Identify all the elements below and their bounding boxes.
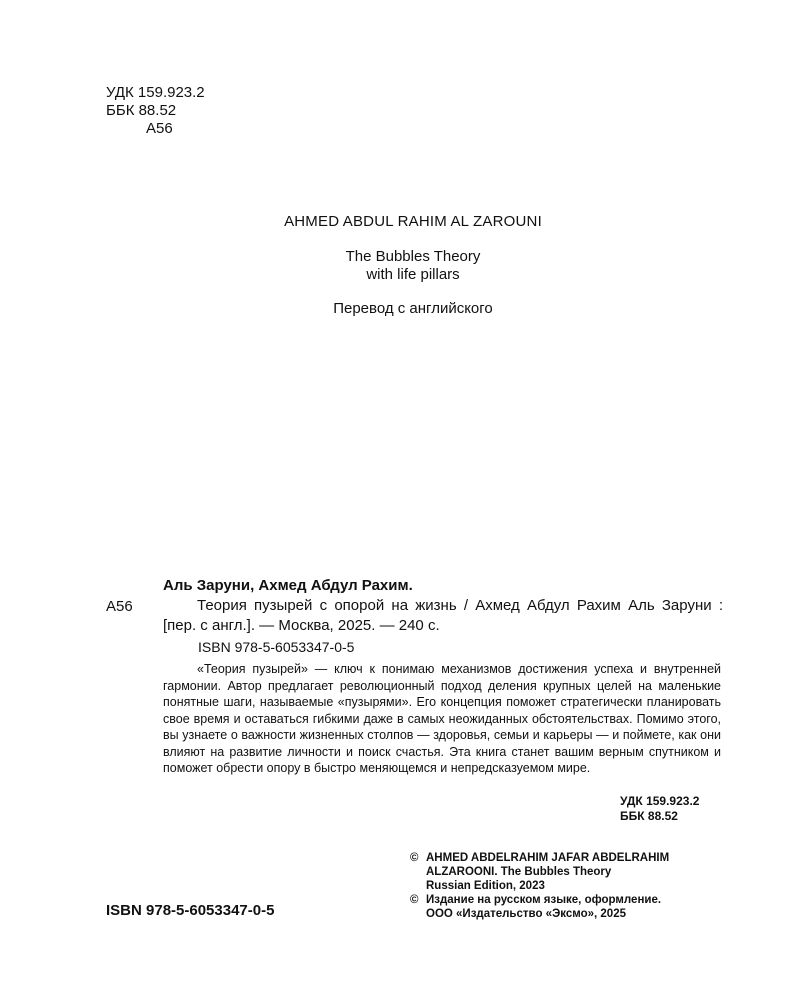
copyright-symbol: ©: [410, 852, 419, 864]
biblio-description: Теория пузырей с опорой на жизнь / Ахмед Абдул Рахим Аль Заруни : [пер. с англ.]. — Москва, 2025. — 240 с.: [163, 597, 723, 634]
header-author-sign: А56: [146, 120, 173, 137]
translation-note: Перевод с английского: [333, 300, 493, 317]
footer-isbn: ISBN 978-5-6053347-0-5: [106, 902, 275, 919]
author-name: AHMED ABDUL RAHIM AL ZAROUNI: [284, 213, 542, 230]
copyright-symbol: ©: [410, 894, 419, 906]
biblio-heading: Аль Заруни, Ахмед Абдул Рахим.: [163, 577, 413, 594]
header-classification-codes: [106, 84, 205, 138]
header-bbk: ББК 88.52: [106, 102, 177, 119]
copyright1-line2: ALZAROONI. The Bubbles Theory: [426, 866, 612, 878]
original-title-line1: The Bubbles Theory: [345, 248, 481, 265]
original-title-line2: with life pillars: [366, 266, 460, 283]
header-udk: УДК 159.923.2: [106, 84, 205, 101]
biblio-classification-codes: [620, 794, 699, 824]
bibliographic-record: [163, 576, 723, 636]
biblio-udk: УДК 159.923.2: [620, 794, 700, 808]
copyright1-line1: AHMED ABDELRAHIM JAFAR ABDELRAHIM: [426, 852, 670, 864]
biblio-bbk: ББК 88.52: [620, 809, 678, 823]
copyright2-line1: Издание на русском языке, оформление.: [426, 894, 662, 906]
copyright2-line2: ООО «Издательство «Эксмо», 2025: [426, 908, 626, 920]
biblio-author-sign: А56: [106, 598, 133, 615]
copyright-block: [410, 851, 740, 921]
copyright1-line3: Russian Edition, 2023: [426, 880, 545, 892]
biblio-isbn: ISBN 978-5-6053347-0-5: [198, 639, 355, 655]
annotation-text: «Теория пузырей» — ключ к понимаю механизмов достижения успеха и внутренней гармонии. Автор предлагает революционный подход деления крупных целей на маленькие понятные шаги, называемые «пузырями». Его концепция поможет стратегически планировать свое время и оставаться гибкими даже в самых неожиданных обстоятельствах. Помимо этого, вы узнаете о важности жизненных столпов — здоровья, семьи и карьеры — и поймете, как они влияют на развитие личности и поиск счастья. Эта книга станет вашим верным спутником и поможет обрести опору в быстро меняющемся и непредсказуемом мире.: [163, 662, 721, 775]
